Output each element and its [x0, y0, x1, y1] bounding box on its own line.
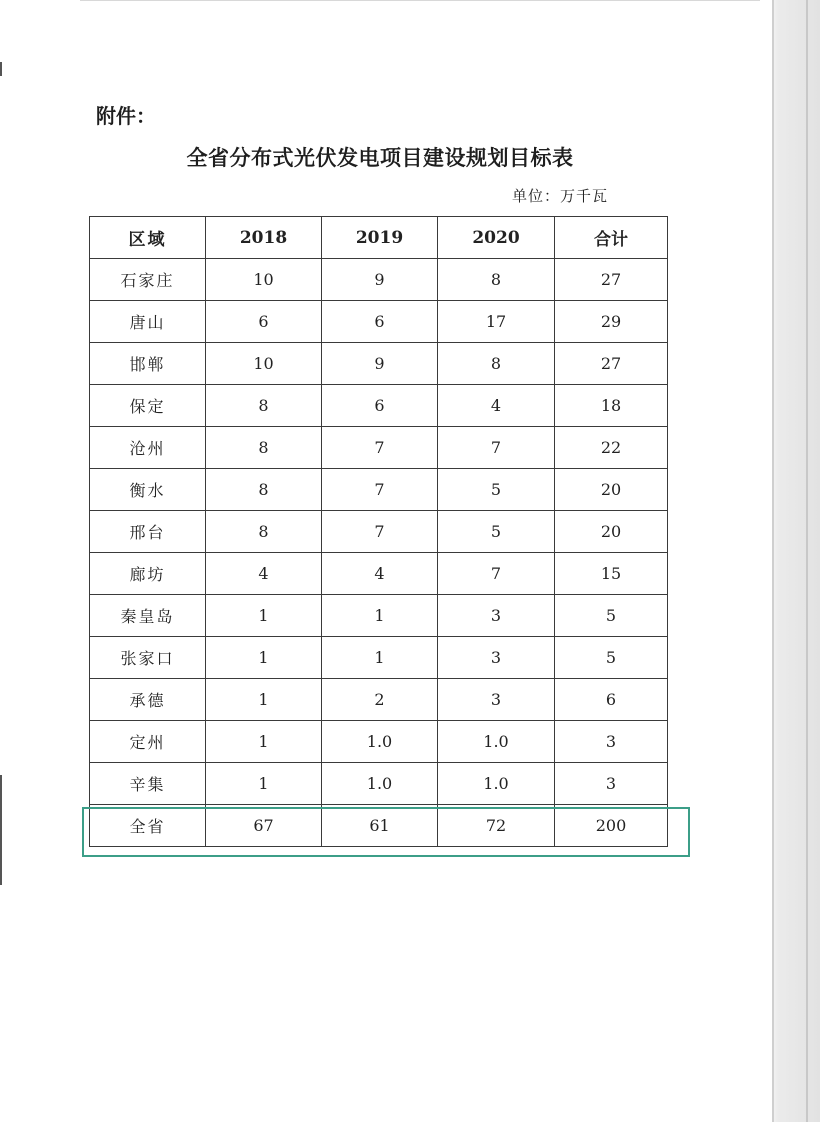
region-cell: 保定: [90, 385, 206, 427]
total-cell: 27: [555, 343, 668, 385]
column-header-2018: 2018: [206, 217, 322, 259]
unit-label: 单位：万千瓦: [512, 187, 609, 205]
table-row: [90, 679, 668, 721]
region-cell: 定州: [90, 721, 206, 763]
value-cell: 9: [322, 259, 438, 301]
region-cell: 承德: [90, 679, 206, 721]
value-cell: 1.0: [438, 721, 555, 763]
value-cell: 1: [206, 679, 322, 721]
total-cell: 3: [555, 763, 668, 805]
value-cell: 7: [322, 469, 438, 511]
plan-table: [89, 216, 668, 847]
total-cell: 5: [555, 595, 668, 637]
total-cell: 20: [555, 469, 668, 511]
page-edge-shadow: [772, 0, 820, 1122]
value-cell: 8: [206, 511, 322, 553]
total-cell: 20: [555, 511, 668, 553]
value-cell: 8: [438, 259, 555, 301]
table-row: [90, 301, 668, 343]
table-row: [90, 595, 668, 637]
column-header-2019: 2019: [322, 217, 438, 259]
page-edge-line: [806, 0, 808, 1122]
value-cell: 17: [438, 301, 555, 343]
region-cell: 邢台: [90, 511, 206, 553]
value-cell: 4: [438, 385, 555, 427]
region-cell: 沧州: [90, 427, 206, 469]
total-cell: 5: [555, 637, 668, 679]
value-cell: 7: [322, 511, 438, 553]
column-header-region: 区域: [90, 217, 206, 259]
value-cell: 5: [438, 511, 555, 553]
total-region-cell: 全省: [90, 805, 206, 847]
value-cell: 1.0: [322, 763, 438, 805]
value-cell: 5: [438, 469, 555, 511]
total-row-highlight: [82, 807, 690, 857]
scan-mark: [80, 0, 760, 1]
value-cell: 6: [322, 301, 438, 343]
scan-mark: [0, 62, 2, 76]
column-header-total: 合计: [555, 217, 668, 259]
region-cell: 张家口: [90, 637, 206, 679]
total-value-cell: 72: [438, 805, 555, 847]
value-cell: 3: [438, 679, 555, 721]
value-cell: 1: [206, 763, 322, 805]
scan-mark: [0, 775, 2, 885]
value-cell: 4: [206, 553, 322, 595]
total-cell: 22: [555, 427, 668, 469]
table-row: [90, 721, 668, 763]
total-value-cell: 67: [206, 805, 322, 847]
column-header-2020: 2020: [438, 217, 555, 259]
value-cell: 1: [206, 595, 322, 637]
total-value-cell: 61: [322, 805, 438, 847]
total-cell: 29: [555, 301, 668, 343]
total-cell: 3: [555, 721, 668, 763]
value-cell: 8: [206, 469, 322, 511]
table-row: [90, 553, 668, 595]
attachment-label: 附件：: [96, 104, 156, 128]
total-cell: 18: [555, 385, 668, 427]
table-row: [90, 511, 668, 553]
value-cell: 1.0: [322, 721, 438, 763]
total-cell: 15: [555, 553, 668, 595]
table-row: [90, 637, 668, 679]
table-header-row: [90, 217, 668, 259]
region-cell: 衡水: [90, 469, 206, 511]
table-row: [90, 763, 668, 805]
value-cell: 6: [322, 385, 438, 427]
value-cell: 9: [322, 343, 438, 385]
value-cell: 1: [322, 595, 438, 637]
page-title: 全省分布式光伏发电项目建设规划目标表: [186, 146, 574, 170]
region-cell: 石家庄: [90, 259, 206, 301]
table-row: [90, 259, 668, 301]
value-cell: 7: [438, 553, 555, 595]
table-row: [90, 427, 668, 469]
table-row: [90, 469, 668, 511]
value-cell: 4: [322, 553, 438, 595]
table-row: [90, 343, 668, 385]
total-cell: 6: [555, 679, 668, 721]
value-cell: 7: [438, 427, 555, 469]
value-cell: 1: [206, 637, 322, 679]
value-cell: 7: [322, 427, 438, 469]
region-cell: 秦皇岛: [90, 595, 206, 637]
grand-total-cell: 200: [555, 805, 668, 847]
value-cell: 2: [322, 679, 438, 721]
value-cell: 3: [438, 595, 555, 637]
value-cell: 10: [206, 259, 322, 301]
value-cell: 1: [322, 637, 438, 679]
value-cell: 1: [206, 721, 322, 763]
region-cell: 邯郸: [90, 343, 206, 385]
value-cell: 3: [438, 637, 555, 679]
table-row: [90, 385, 668, 427]
value-cell: 6: [206, 301, 322, 343]
page-edge-line: [772, 0, 774, 1122]
value-cell: 8: [206, 427, 322, 469]
value-cell: 8: [438, 343, 555, 385]
region-cell: 辛集: [90, 763, 206, 805]
region-cell: 唐山: [90, 301, 206, 343]
value-cell: 1.0: [438, 763, 555, 805]
total-cell: 27: [555, 259, 668, 301]
value-cell: 10: [206, 343, 322, 385]
region-cell: 廊坊: [90, 553, 206, 595]
value-cell: 8: [206, 385, 322, 427]
